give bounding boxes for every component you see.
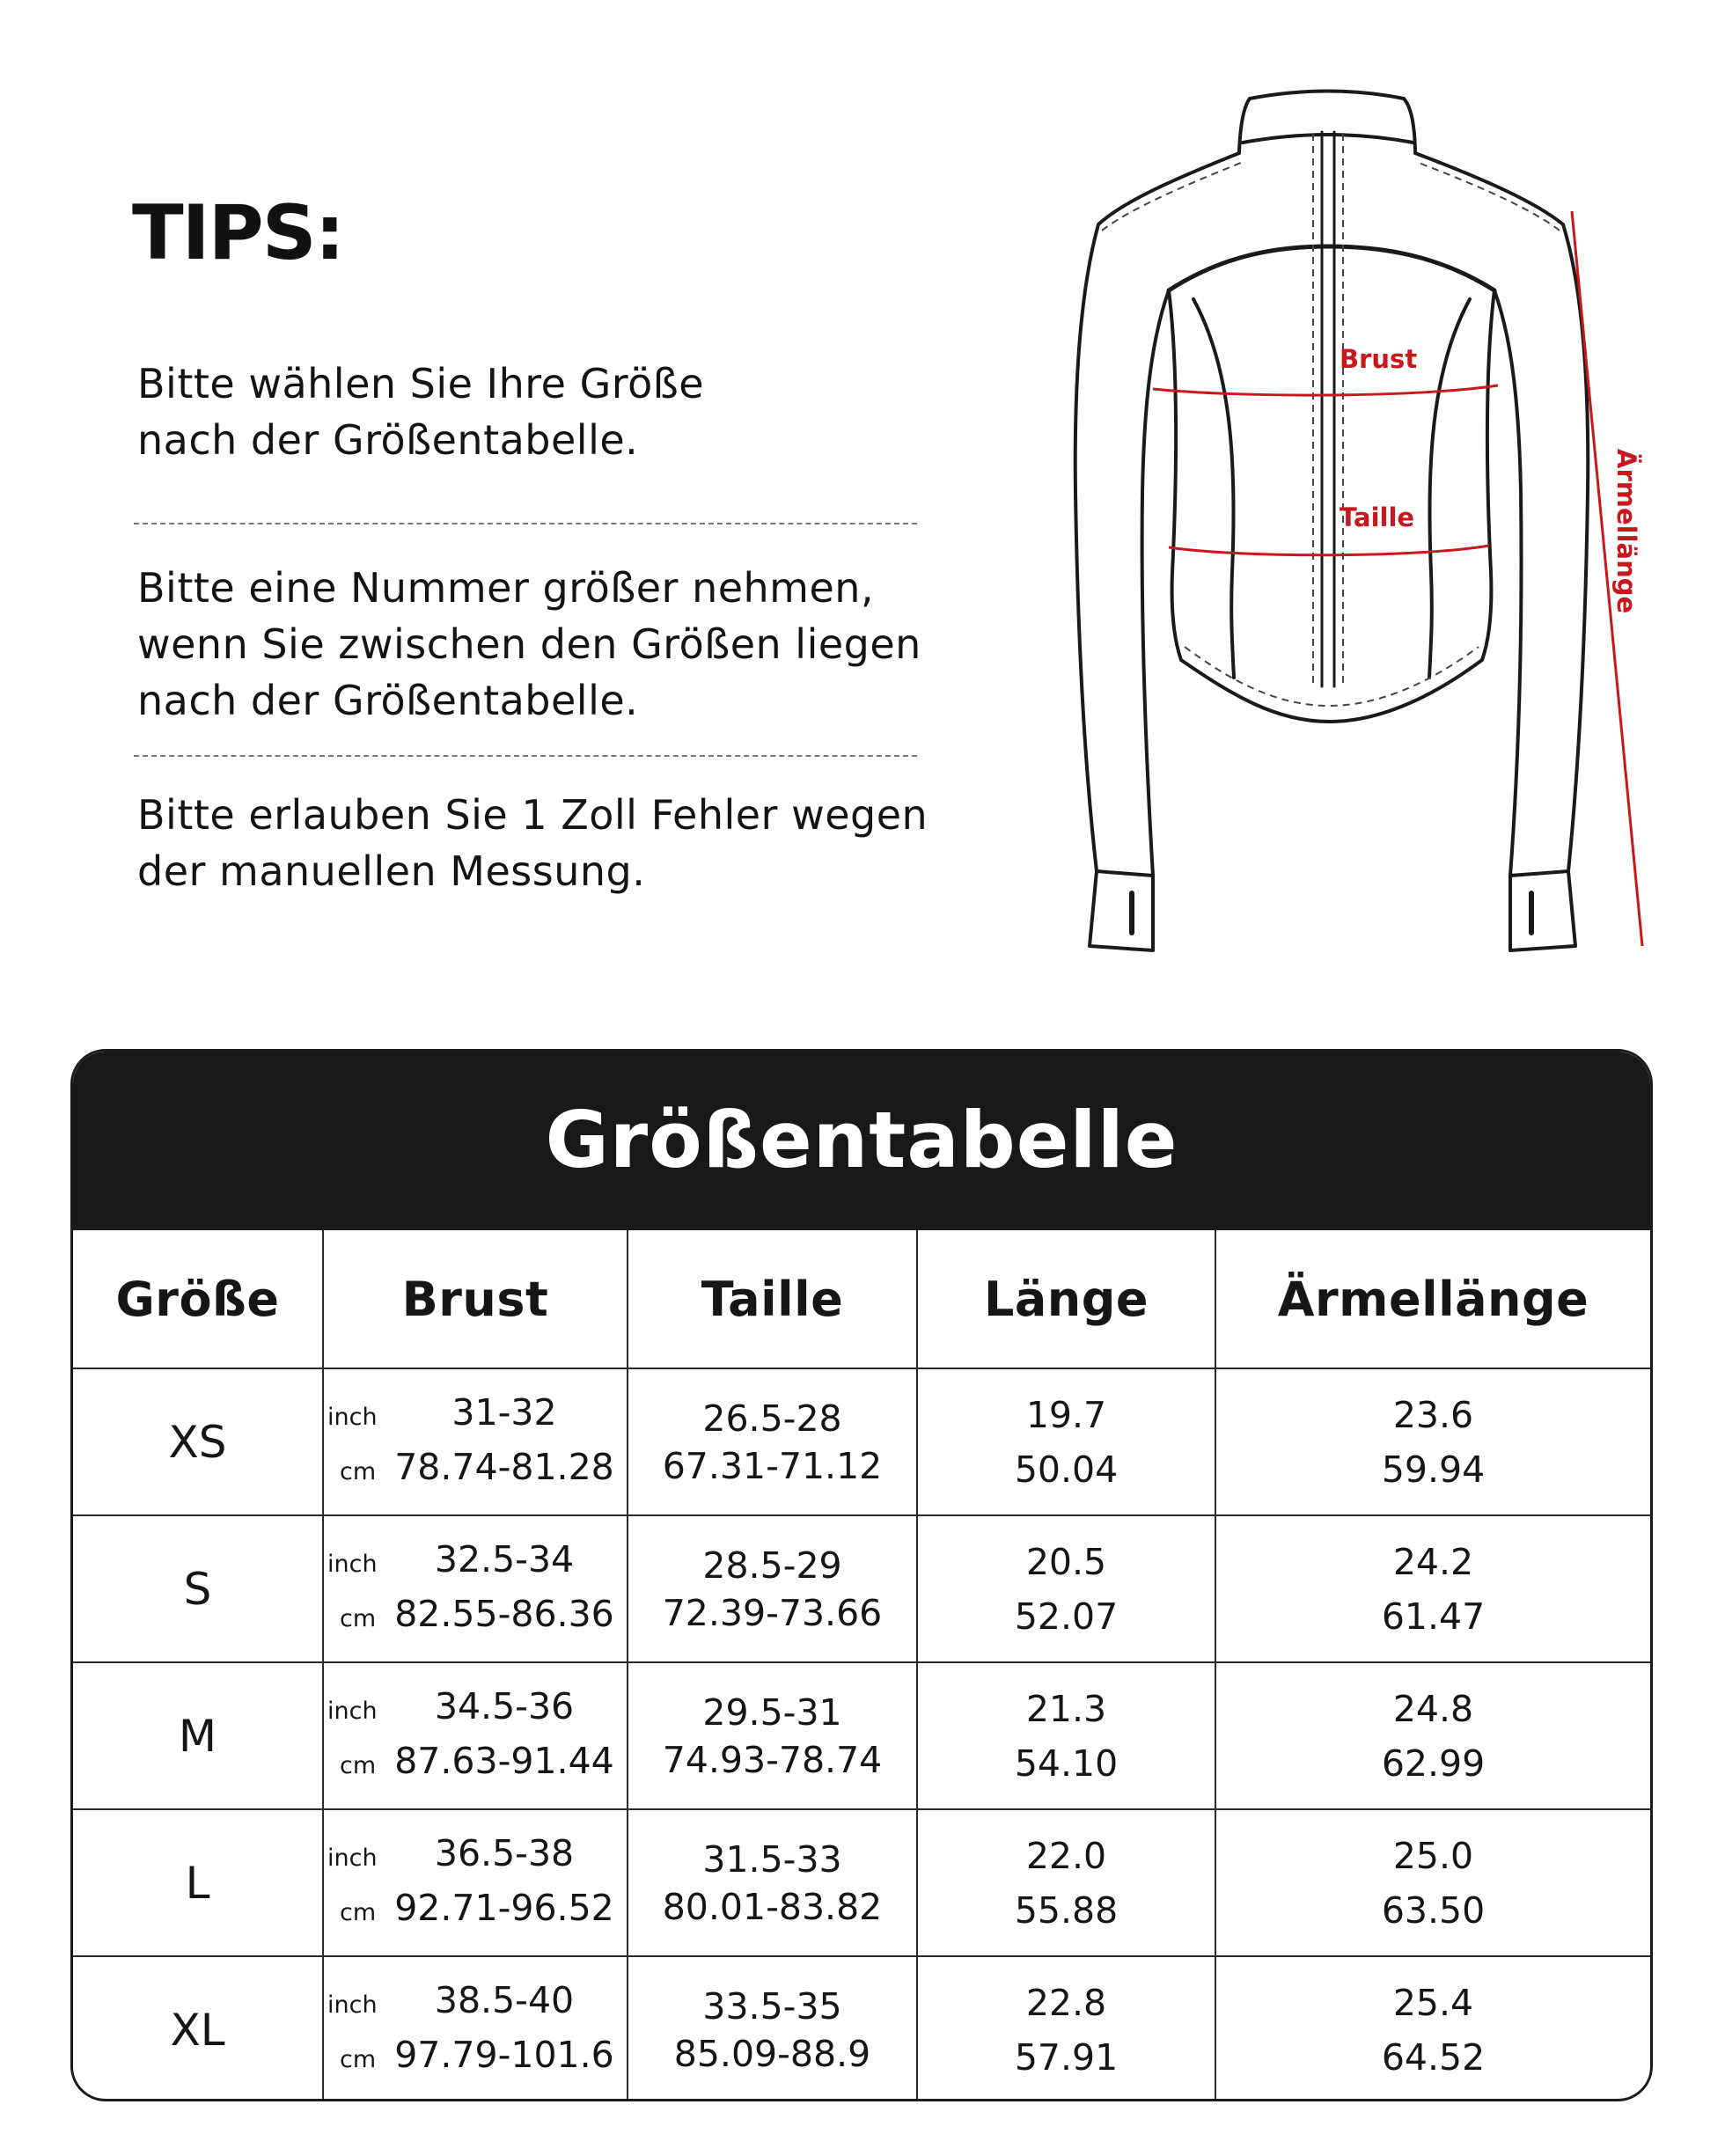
tip-2-line-1: Bitte eine Nummer größer nehmen, [137,564,875,612]
chest-cell [323,1662,628,1809]
chest-cm-value: 92.71-96.52 [394,1886,614,1929]
jacket-topstitch [1185,647,1479,706]
chest-cell [323,1809,628,1956]
length-cm-value: 50.04 [1014,1448,1119,1491]
waist-cm-value: 72.39-73.66 [662,1591,883,1634]
chest-inch-value: 32.5-34 [434,1537,575,1580]
waist-inch-value: 29.5-31 [702,1690,842,1734]
jacket-left-cuff [1097,871,1153,876]
jacket-left-princess-seam [1193,299,1234,678]
sleeve-inch-value: 23.6 [1392,1393,1474,1436]
chest-label: Brust [1340,344,1418,374]
jacket-right-princess-seam [1429,299,1470,678]
table-row [73,1956,1650,2101]
jacket-right-cuff [1510,871,1568,876]
chest-measure-line [1153,385,1498,395]
table-row [73,1662,1650,1809]
sleeve-inch-value: 24.2 [1392,1540,1474,1583]
jacket-collar [1239,92,1415,152]
length-inch-value: 19.7 [1025,1393,1107,1436]
length-cell [917,1515,1215,1662]
tip-divider [134,755,917,757]
sleeve-cm-value: 63.50 [1381,1888,1486,1932]
chest-cell [323,1956,628,2101]
waist-cell [628,1956,917,2101]
tip-2-line-3: nach der Größentabelle. [137,677,639,724]
waist-cell [628,1662,917,1809]
tip-3-line-1: Bitte erlauben Sie 1 Zoll Fehler wegen [137,791,929,839]
jacket-topstitch [1102,163,1241,231]
length-cell [917,1368,1215,1515]
length-cm-value: 55.88 [1014,1888,1119,1932]
waist-cm-value: 85.09-88.9 [673,2032,871,2075]
size-chart [70,1049,1653,2101]
header-sleeve-length: Ärmellänge [1215,1229,1650,1369]
size-chart-title: Größentabelle [73,1052,1650,1228]
length-cm-value: 57.91 [1014,2035,1119,2079]
length-cell [917,1956,1215,2101]
sleeve-cm-value: 59.94 [1381,1448,1486,1491]
jacket-left-side [1169,290,1181,660]
sleeve-inch-value: 24.8 [1392,1687,1474,1730]
jacket-zipper [1322,132,1334,686]
length-cell [917,1809,1215,1956]
size-cell: L [73,1809,323,1956]
waist-measure-line [1169,546,1489,555]
unit-inch-label: inch [327,1844,378,1872]
sleeve-length-cell [1215,1515,1650,1662]
unit-inch-label: inch [327,1550,378,1578]
tip-3 [137,787,1035,899]
header-size: Größe [73,1229,323,1369]
size-table [73,1228,1650,2101]
waist-label: Taille [1340,502,1415,532]
table-row [73,1368,1650,1515]
length-inch-value: 22.0 [1025,1834,1107,1877]
jacket-hem [1181,660,1482,722]
jacket-topstitch [1419,163,1560,231]
header-length: Länge [917,1229,1215,1369]
table-row [73,1515,1650,1662]
sleeve-cm-value: 61.47 [1381,1595,1486,1638]
jacket-right-side [1482,290,1494,660]
length-cell [917,1662,1215,1809]
sleeve-length-cell [1215,1368,1650,1515]
waist-inch-value: 31.5-33 [702,1837,842,1881]
unit-cm-label: cm [340,1457,377,1485]
unit-inch-label: inch [327,1403,378,1431]
sleeve-cm-value: 62.99 [1381,1742,1486,1785]
tips-title: TIPS: [132,189,344,277]
chest-cm-value: 87.63-91.44 [394,1739,614,1782]
waist-inch-value: 26.5-28 [702,1397,842,1440]
chest-inch-value: 34.5-36 [434,1684,575,1727]
waist-cm-value: 74.93-78.74 [662,1738,883,1781]
sleeve-inch-value: 25.4 [1392,1981,1474,2024]
tip-3-line-2: der manuellen Messung. [137,847,646,895]
table-header-row [73,1229,1650,1369]
sleeve-cm-value: 64.52 [1381,2035,1486,2079]
waist-inch-value: 28.5-29 [702,1544,842,1587]
waist-inch-value: 33.5-35 [702,1984,842,2028]
table-row [73,1809,1650,1956]
measurement-lines [1153,211,1642,946]
unit-cm-label: cm [340,1898,377,1926]
chest-cm-value: 78.74-81.28 [394,1445,614,1488]
length-inch-value: 21.3 [1025,1687,1107,1730]
waist-cm-value: 67.31-71.12 [662,1444,883,1487]
chest-cell [323,1515,628,1662]
chest-cm-value: 97.79-101.6 [394,2033,614,2076]
tip-1-line-1: Bitte wählen Sie Ihre Größe [137,360,705,407]
chest-inch-value: 36.5-38 [434,1831,575,1874]
jacket-yoke [1169,246,1494,290]
waist-cell [628,1368,917,1515]
sleeve-inch-value: 25.0 [1392,1834,1474,1877]
chest-cm-value: 82.55-86.36 [394,1592,614,1635]
size-cell: M [73,1662,323,1809]
header-chest: Brust [323,1229,628,1369]
waist-cm-value: 80.01-83.82 [662,1885,883,1928]
tip-2 [137,560,1035,729]
sleeve-length-cell [1215,1809,1650,1956]
chest-inch-value: 31-32 [451,1390,557,1434]
tip-2-line-2: wenn Sie zwischen den Größen liegen [137,620,921,668]
size-cell: XS [73,1368,323,1515]
chest-inch-value: 38.5-40 [434,1978,575,2021]
waist-cell [628,1515,917,1662]
length-cm-value: 54.10 [1014,1742,1119,1785]
chest-cell [323,1368,628,1515]
jacket-diagram [1021,79,1672,968]
tip-1 [137,356,1035,468]
waist-cell [628,1809,917,1956]
header-waist: Taille [628,1229,917,1369]
tip-divider [134,523,917,524]
unit-cm-label: cm [340,1604,377,1632]
sleeve-length-label: Ärmellänge [1611,449,1641,614]
unit-cm-label: cm [340,1751,377,1779]
sleeve-length-cell [1215,1662,1650,1809]
unit-inch-label: inch [327,1697,378,1725]
length-inch-value: 22.8 [1025,1981,1107,2024]
unit-cm-label: cm [340,2045,377,2073]
unit-inch-label: inch [327,1991,378,2019]
size-cell: S [73,1515,323,1662]
sleeve-length-cell [1215,1956,1650,2101]
length-cm-value: 52.07 [1014,1595,1119,1638]
jacket-collar-seam [1243,135,1413,143]
jacket-zipper-stitch [1313,134,1343,686]
length-inch-value: 20.5 [1025,1540,1107,1583]
size-cell: XL [73,1956,323,2101]
tip-1-line-2: nach der Größentabelle. [137,416,639,464]
